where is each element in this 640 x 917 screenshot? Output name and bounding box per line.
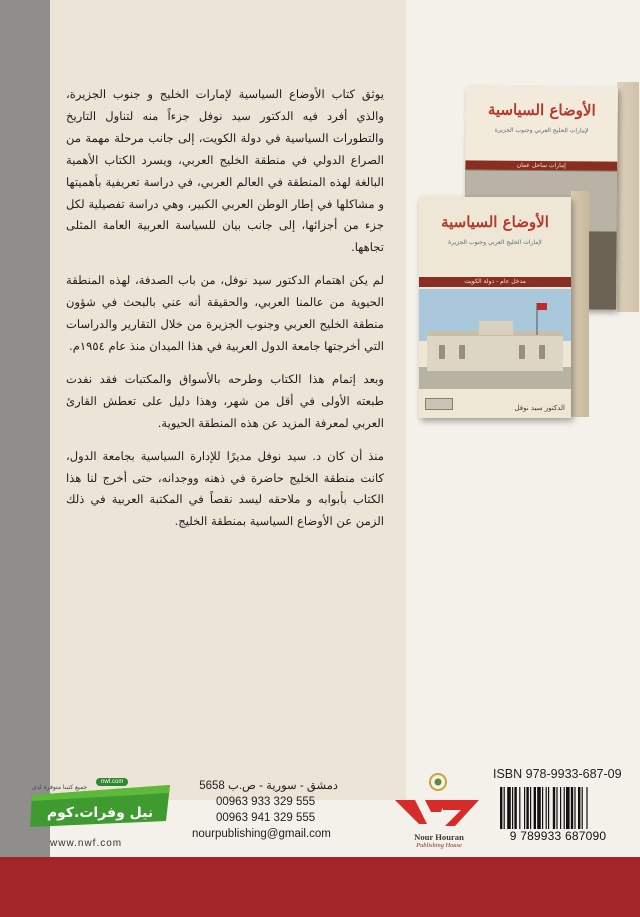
- front-book-title: الأوضاع السياسية: [441, 213, 549, 231]
- blurb-text: [66, 84, 384, 544]
- back-book-title: الأوضاع السياسية: [487, 100, 596, 120]
- front-book-spine: [571, 191, 589, 417]
- left-gray-strip: [0, 0, 50, 857]
- isbn-label: ISBN 978-9933-687-09: [493, 767, 622, 781]
- back-book-spine: [617, 82, 639, 312]
- contact-phone-1: 00963 933 329 555: [216, 796, 316, 808]
- blurb-paragraph-4: منذ أن كان د. سيد نوفل مديرًا للإدارة السياسية بجامعة الدول، كانت منطقة الخليج حاضرة في ذهنه ووجدانه، حتى أخرج لنا هذا الكتاب بأبوابه و ملاحقه ليسد نقصاً في المكتبة العربية في ذلك الزمن عن الأوضاع السياسية بمنطقة الخليج.: [66, 448, 384, 529]
- front-book-publisher-mark: [425, 398, 453, 410]
- front-book-author: الدكتور سيد نوفل: [514, 404, 565, 412]
- nwf-brand: نيل وفرات.كوم: [46, 805, 154, 821]
- blurb-paragraph-3: وبعد إتمام هذا الكتاب وطرحه بالأسواق والمكتبات فقد نفدت طبعته الأولى في أقل من شهر، وهذا دليل على تعطش القارئ العربي لمعرفة المزيد عن هذه المنطقة الحيوية.: [66, 371, 384, 430]
- nwf-url: www.nwf.com: [50, 838, 123, 849]
- barcode: [496, 787, 628, 835]
- bottom-red-band: [0, 857, 640, 917]
- contact-phone-2: 00963 941 329 555: [216, 812, 316, 824]
- back-book-band: إمارات ساحل عمان: [465, 160, 617, 170]
- blurb-paragraph-1: يوثق كتاب الأوضاع السياسية لإمارات الخليج و جنوب الجزيرة، والذي أفرد فيه الدكتور سيد نوفل جزءاً منه لتناول التاريخ والتطورات السياسية في دولة الكويت، إلى جانب مرحلة مهمة من الصراع الدولي في منطقة الخليج العربي، ويسرد الكتاب الأهمية البالغة لهذه المنطقة في العالم العربي، في دراسة تعريفية بأهميتها و مشاكلها في إطار الوطن العربي الكبير، وهي دراسة تفصيلية لكل جزء من أجزائها، إلى جانب بيان للسياسة العربية العامة المثلى تجاهها.: [66, 87, 384, 255]
- barcode-digits: 9 789933 687090: [482, 829, 634, 843]
- publisher-tagline-en: Publishing House: [416, 842, 462, 849]
- publisher-name-en: Nour Houran: [414, 832, 464, 842]
- nwf-slogan: جميع كتبنا متوفرة لدى: [32, 784, 88, 791]
- back-book-subtitle: لإمارات الخليج العربي وجنوب الجزيرة: [494, 126, 589, 135]
- publisher-contact: [192, 778, 338, 842]
- front-book-band: مدخل عام - دولة الكويت: [419, 277, 571, 287]
- front-book-subtitle: لإمارات الخليج العربي وجنوب الجزيرة: [448, 239, 542, 246]
- blurb-paragraph-2: لم يكن اهتمام الدكتور سيد نوفل، من باب الصدفة، لهذه المنطقة الحيوية من عالمنا العربي، والحقيقة أنه عني بالبحث في شؤون منطقة الخليج العربي وجنوب الجزيرة من خلال التقارير والدراسات التي أخرجتها جامعة الدول العربية في هذا الميدان منذ عام ١٩٥٤م.: [66, 273, 384, 353]
- front-book-photo: [419, 289, 571, 389]
- contact-email: nourpublishing@gmail.com: [192, 828, 331, 840]
- front-book-cover: [419, 197, 571, 418]
- contact-address: دمشق - سورية - ص.ب 5658: [199, 780, 338, 792]
- nwf-tag: nwf.com: [96, 778, 128, 786]
